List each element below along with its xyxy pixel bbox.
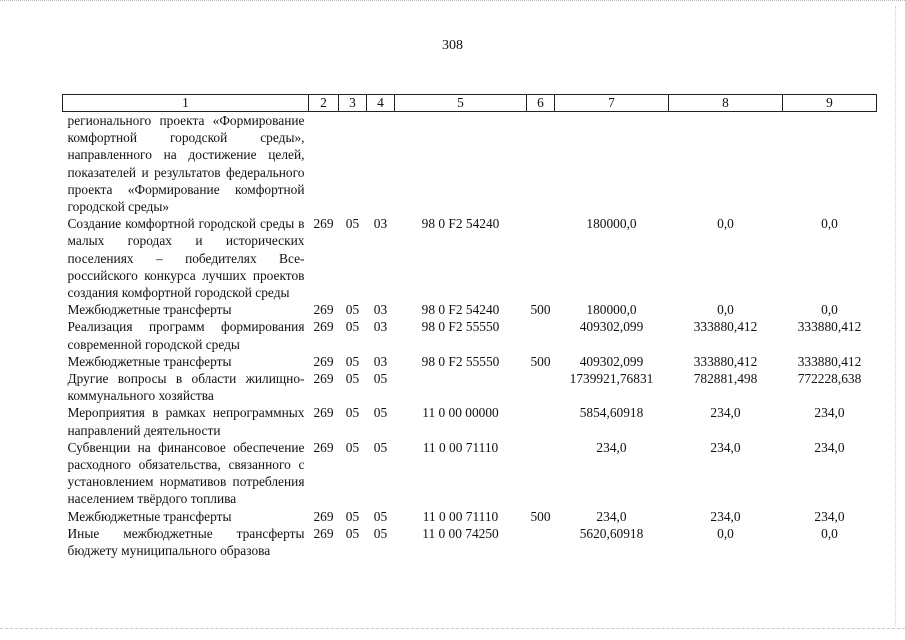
amount-year-1 bbox=[555, 112, 669, 216]
expense-type-code bbox=[527, 318, 555, 352]
amount-year-1: 5854,60918 bbox=[579, 405, 644, 421]
table-row bbox=[63, 404, 877, 438]
subsection-code: 05 bbox=[373, 525, 388, 541]
target-article-code: 11 0 00 00000 bbox=[422, 405, 499, 421]
ministry-code: 269 bbox=[313, 216, 334, 232]
amount-year-1: 180000,0 bbox=[586, 216, 637, 232]
amount-year-1: 5620,60918 bbox=[579, 525, 644, 541]
column-header-6: 6 bbox=[527, 95, 555, 112]
target-article-code: 98 0 F2 55550 bbox=[421, 353, 500, 369]
amount-year-1: 1739921,76831 bbox=[569, 371, 654, 387]
expense-name: Мероприятия в рамках непрограммных направлений деятельности bbox=[67, 405, 305, 438]
section-code: 05 bbox=[345, 439, 360, 455]
table-row bbox=[63, 439, 877, 508]
ministry-code: 269 bbox=[313, 508, 334, 524]
subsection-code: 05 bbox=[373, 371, 388, 387]
section-code: 05 bbox=[345, 525, 360, 541]
amount-year-1: 234,0 bbox=[596, 439, 627, 455]
column-header-8: 8 bbox=[669, 95, 783, 112]
expense-name: Другие вопросы в области жилищно-коммунального хозяйства bbox=[67, 371, 305, 404]
ministry-code: 269 bbox=[313, 439, 334, 455]
subsection-code: 03 bbox=[373, 319, 388, 335]
target-article-code: 11 0 00 71110 bbox=[422, 508, 499, 524]
ministry-code: 269 bbox=[313, 371, 334, 387]
section-code: 05 bbox=[345, 319, 360, 335]
amount-year-3: 234,0 bbox=[814, 439, 845, 455]
amount-year-2 bbox=[669, 112, 783, 216]
section-code: 05 bbox=[345, 371, 360, 387]
amount-year-2: 333880,412 bbox=[693, 319, 758, 335]
amount-year-3: 333880,412 bbox=[797, 319, 862, 335]
ministry-code: 269 bbox=[313, 319, 334, 335]
amount-year-3: 234,0 bbox=[814, 405, 845, 421]
amount-year-1: 234,0 bbox=[596, 508, 627, 524]
expense-type-code bbox=[527, 370, 555, 404]
amount-year-3: 0,0 bbox=[821, 216, 838, 232]
expense-name: Межбюджетные трансферты bbox=[67, 353, 232, 369]
subsection-code: 05 bbox=[373, 508, 388, 524]
expense-name: Создание комфортной городской среды в малых городах и исторических поселениях – победителях Всероссийского конкурса лучших проектов создания комфортной городской среды bbox=[67, 216, 305, 301]
section-code: 05 bbox=[345, 405, 360, 421]
target-article-code: 11 0 00 71110 bbox=[422, 439, 499, 455]
table-row bbox=[63, 525, 877, 559]
amount-year-2: 782881,498 bbox=[693, 371, 758, 387]
amount-year-3: 772228,638 bbox=[797, 371, 862, 387]
expense-name: Реализация программ формирования современной городской среды bbox=[67, 319, 305, 352]
column-header-2: 2 bbox=[309, 95, 339, 112]
table-row bbox=[63, 301, 877, 318]
table-row bbox=[63, 353, 877, 370]
amount-year-3 bbox=[783, 112, 877, 216]
ministry-code: 269 bbox=[313, 405, 334, 421]
amount-year-2: 234,0 bbox=[710, 405, 741, 421]
target-article-code: 11 0 00 74250 bbox=[422, 525, 499, 541]
ministry-code: 269 bbox=[313, 302, 334, 318]
amount-year-2: 0,0 bbox=[717, 302, 734, 318]
amount-year-2: 234,0 bbox=[710, 439, 741, 455]
table-row bbox=[63, 370, 877, 404]
amount-year-2: 234,0 bbox=[710, 508, 741, 524]
section-code: 05 bbox=[345, 353, 360, 369]
table-row bbox=[63, 215, 877, 301]
amount-year-3: 0,0 bbox=[821, 525, 838, 541]
expense-name: Иные межбюджетные трансферты бюджету муниципального образова bbox=[67, 525, 305, 559]
expense-type-code bbox=[527, 404, 555, 438]
column-header-4: 4 bbox=[367, 95, 395, 112]
subsection-code: 03 bbox=[373, 353, 388, 369]
ministry-code bbox=[309, 112, 339, 216]
subsection-code: 05 bbox=[373, 439, 388, 455]
ministry-code: 269 bbox=[313, 525, 334, 541]
target-article-code bbox=[395, 112, 527, 216]
amount-year-1: 409302,099 bbox=[579, 319, 644, 335]
page-number: 308 bbox=[442, 38, 463, 53]
expense-name: Межбюджетные трансферты bbox=[67, 508, 232, 524]
expense-type-code: 500 bbox=[530, 353, 551, 369]
section-code bbox=[339, 112, 367, 216]
section-code: 05 bbox=[345, 508, 360, 524]
section-code: 05 bbox=[345, 216, 360, 232]
expense-type-code bbox=[527, 215, 555, 301]
amount-year-3: 0,0 bbox=[821, 302, 838, 318]
expense-type-code bbox=[527, 439, 555, 508]
column-header-9: 9 bbox=[783, 95, 877, 112]
subsection-code: 05 bbox=[373, 405, 388, 421]
expense-name: регионального проекта «Формирование комфортной городской среды», направленного на достижение целей, показателей и результатов федерального проекта «Формирование комфортной городской среды» bbox=[67, 113, 305, 215]
amount-year-2: 0,0 bbox=[717, 525, 734, 541]
expense-name: Межбюджетные трансферты bbox=[67, 302, 232, 318]
target-article-code: 98 0 F2 54240 bbox=[421, 216, 500, 232]
scan-edge-top bbox=[0, 0, 905, 5]
subsection-code: 03 bbox=[373, 302, 388, 318]
amount-year-3: 333880,412 bbox=[797, 353, 862, 369]
amount-year-2: 333880,412 bbox=[693, 353, 758, 369]
amount-year-1: 180000,0 bbox=[586, 302, 637, 318]
expense-name: Субвенции на финансовое обеспечение расходного обязательства, связанного с установлением нормативов потребления населением твёрдого топлива bbox=[67, 439, 305, 507]
column-header-3: 3 bbox=[339, 95, 367, 112]
column-header-1: 1 bbox=[63, 95, 309, 112]
amount-year-1: 409302,099 bbox=[579, 353, 644, 369]
column-header-5: 5 bbox=[395, 95, 527, 112]
ministry-code: 269 bbox=[313, 353, 334, 369]
amount-year-3: 234,0 bbox=[814, 508, 845, 524]
section-code: 05 bbox=[345, 302, 360, 318]
expense-type-code bbox=[527, 525, 555, 559]
target-article-code bbox=[395, 370, 527, 404]
expense-type-code: 500 bbox=[530, 302, 551, 318]
target-article-code: 98 0 F2 54240 bbox=[421, 302, 500, 318]
column-header-7: 7 bbox=[555, 95, 669, 112]
target-article-code: 98 0 F2 55550 bbox=[421, 319, 500, 335]
table-row bbox=[63, 112, 877, 216]
scan-edge-right bbox=[895, 6, 897, 626]
expense-type-code bbox=[527, 112, 555, 216]
subsection-code: 03 bbox=[373, 216, 388, 232]
expense-type-code: 500 bbox=[530, 508, 551, 524]
table-row bbox=[63, 508, 877, 525]
subsection-code bbox=[367, 112, 395, 216]
amount-year-2: 0,0 bbox=[717, 216, 734, 232]
scan-edge-bottom bbox=[0, 628, 905, 630]
table-row bbox=[63, 318, 877, 352]
table-header-row bbox=[63, 95, 877, 112]
budget-table bbox=[62, 94, 877, 559]
